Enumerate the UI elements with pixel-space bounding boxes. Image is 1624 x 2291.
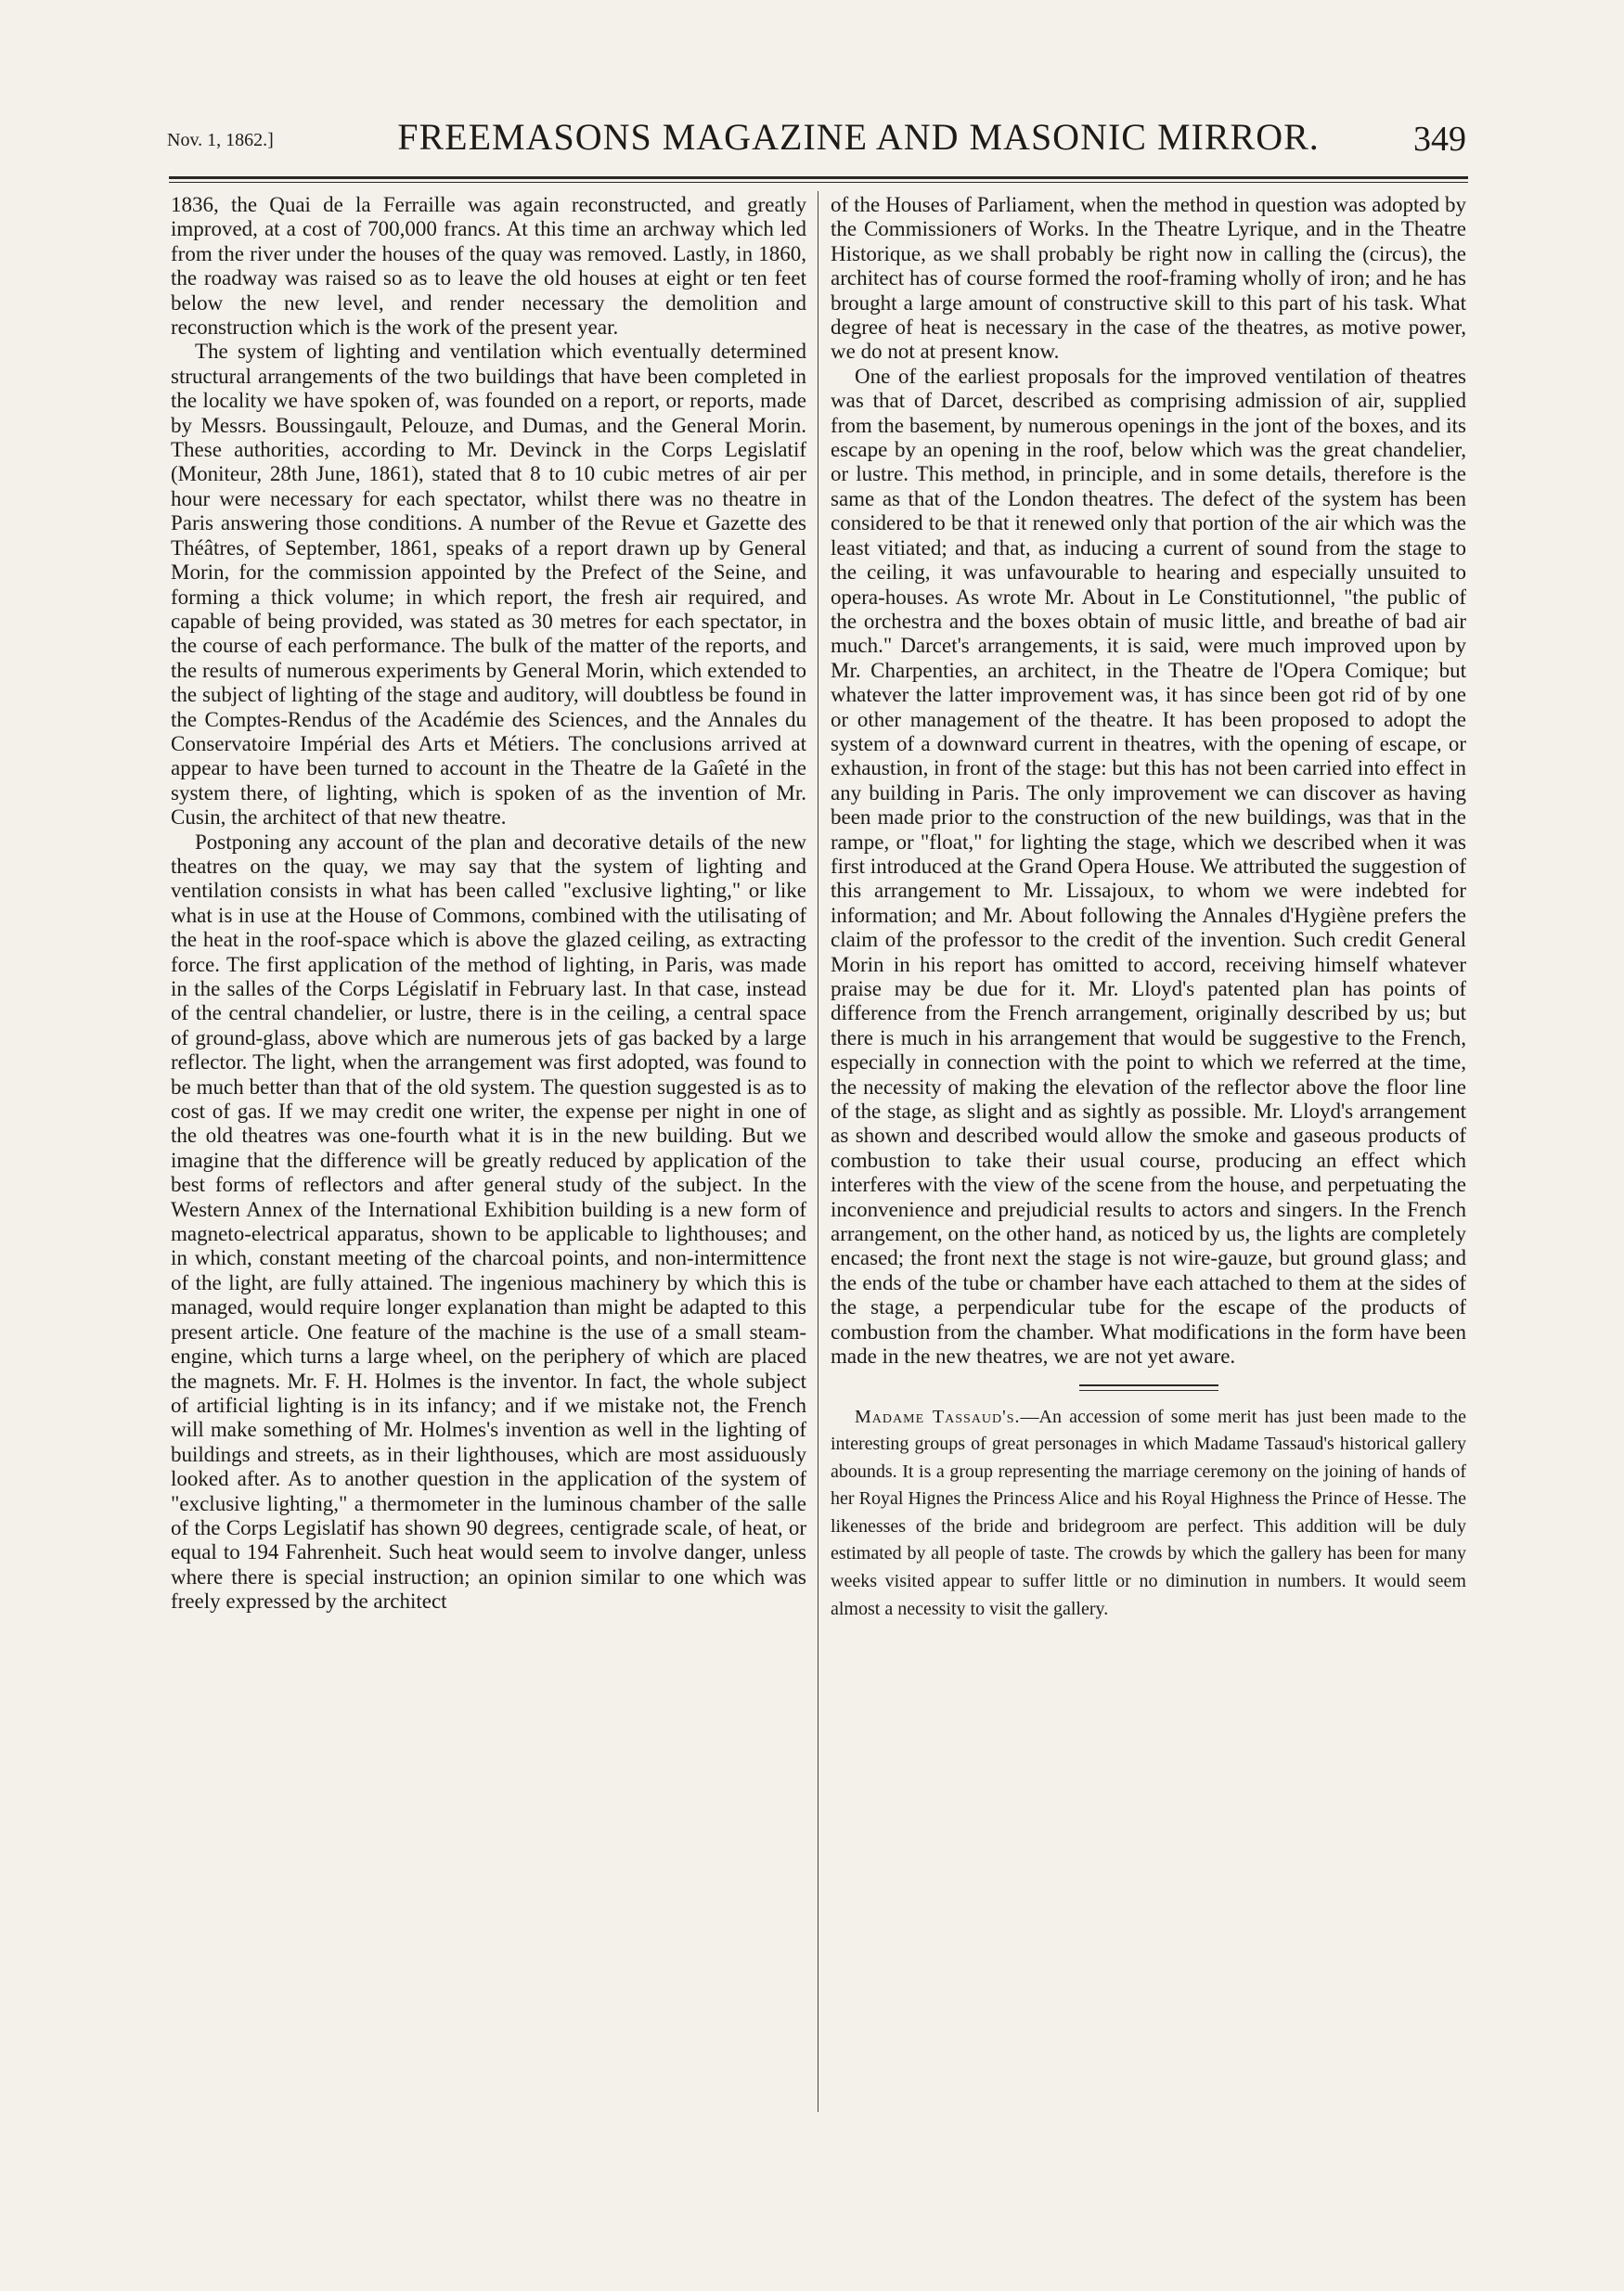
- section-rule-thin: [1079, 1390, 1218, 1391]
- issue-date: Nov. 1, 1862.]: [167, 130, 274, 150]
- news-note-title: Madame Tassaud's.: [855, 1406, 1021, 1427]
- header-rule: [169, 176, 1468, 179]
- right-column: [831, 193, 1466, 1623]
- news-note-body: —An accession of some merit has just been made to the interesting groups of great personages in which Madame Tassaud's historical gallery abounds. It is a group representing the marriage ceremony on the joining of hands of her Royal Hignes the Princess Alice and his Royal Highness the Prince of Hesse. The likenesses of the bride and bridegroom are perfect. This addition will be duly estimated by all people of taste. The crowds by which the gallery has been for many weeks visited appear to suffer little or no diminution in numbers. It would seem almost a necessity to visit the gallery.: [831, 1406, 1466, 1619]
- left-column: [171, 193, 806, 1615]
- paragraph: One of the earliest proposals for the improved ventilation of theatres was that of Darcet, described as comprising admission of air, supplied from the basement, by numerous openings in the jont of the boxes, and its escape by an opening in the roof, below which was the great chandelier, or lustre. This method, in principle, and in some details, therefore is the same as that of the London theatres. The defect of the system has been considered to be that it renewed only that portion of the air which was the least vitiated; and that, as inducing a current of sound from the stage to the ceiling, it was unfavourable to hearing and especially unsuited to opera-houses. As wrote Mr. About in Le Constitutionnel, "the public of the orchestra and the boxes obtain of music little, and breathe of bad air much." Darcet's arrangements, it is said, were much improved upon by Mr. Charpenties, an architect, in the Theatre de l'Opera Comique; but whatever the latter improvement was, it has since been got rid of by one or other management of the theatre. It has been proposed to adopt the system of a downward current in theatres, with the opening of escape, or exhaustion, in front of the stage: but this has not been carried into effect in any building in Paris. The only improvement we can discover as having been made prior to the construction of the new buildings, was that in the rampe, or "float," for lighting the stage, which we described when it was first introduced at the Grand Opera House. We attributed the suggestion of this arrangement to Mr. Lissajoux, to whom we were indebted for information; and Mr. About following the Annales d'Hygiène prefers the claim of the professor to the credit of the invention. Such credit General Morin in his report has omitted to accord, receiving himself whatever praise may be due for it. Mr. Lloyd's patented plan has points of difference from the French arrangement, originally described by us; but there is much in his arrangement that would be suggestive to the French, especially in connection with the point to which we referred at the time, the necessity of making the elevation of the reflector above the floor line of the stage, as slight and as sightly as possible. Mr. Lloyd's arrangement as shown and described would allow the smoke and gaseous products of combustion to take their usual course, producing an effect which interferes with the view of the scene from the house, and perpetuating the inconvenience and prejudicial results to actors and singers. In the French arrangement, on the other hand, as noticed by us, the lights are completely encased; the front next the stage is not wire-gauze, but ground glass; and the ends of the tube or chamber have each attached to them at the sides of the stage, a perpendicular tube for the escape of the products of combustion from the chamber. What modifications in the form have been made in the new theatres, we are not yet aware.: [831, 364, 1466, 1369]
- paragraph: 1836, the Quai de la Ferraille was again reconstructed, and greatly improved, at a cost of 700,000 francs. At this time an archway which led from the river under the houses of the quay was removed. Lastly, in 1860, the roadway was raised so as to leave the old houses at eight or ten feet below the new level, and render necessary the demolition and reconstruction which is the work of the present year.: [171, 193, 806, 340]
- paragraph: The system of lighting and ventilation which eventually determined structural arrangements of the two buildings that have been completed in the locality we have spoken of, was founded on a report, or reports, made by Messrs. Boussingault, Pelouze, and Dumas, and the General Morin. These authorities, according to Mr. Devinck in the Corps Legislatif (Moniteur, 28th June, 1861), stated that 8 to 10 cubic metres of air per hour were necessary for each spectator, whilst there was no theatre in Paris answering those conditions. A number of the Revue et Gazette des Théâtres, of September, 1861, speaks of a report drawn up by General Morin, for the commission appointed by the Prefect of the Seine, and forming a thick volume; in which report, the fresh air required, and capable of being provided, was stated as 30 metres for each spectator, in the course of each performance. The bulk of the matter of the reports, and the results of numerous experiments by General Morin, which extended to the subject of lighting of the stage and auditory, will doubtless be found in the Comptes-Rendus of the Académie des Sciences, and the Annales du Conservatoire Impérial des Arts et Métiers. The conclusions arrived at appear to have been turned to account in the Theatre de la Gaîeté in the system there, of lighting, which is spoken of as the invention of Mr. Cusin, the architect of that new theatre.: [171, 340, 806, 830]
- section-rule: [1079, 1384, 1218, 1386]
- masthead-title: FREEMASONS MAGAZINE AND MASONIC MIRROR.: [397, 116, 1320, 158]
- paragraph: of the Houses of Parliament, when the method in question was adopted by the Commissioners of Works. In the Theatre Lyrique, and in the Theatre Historique, as we shall probably be right now in calling the (circus), the architect has of course formed the roof-framing wholly of iron; and he has brought a large amount of constructive skill to this part of his task. What degree of heat is necessary in the case of the theatres, as motive power, we do not at present know.: [831, 193, 1466, 364]
- page-header: [167, 109, 1466, 165]
- header-rule-thin: [169, 182, 1468, 183]
- news-note: [831, 1404, 1466, 1624]
- paragraph: Postponing any account of the plan and decorative details of the new theatres on the quay, we may say that the system of lighting and ventilation consists in what has been called "exclusive lighting," or like what is in use at the House of Commons, combined with the utilisating of the heat in the roof-space which is above the glazed ceiling, as extracting force. The first application of the method of lighting, in Paris, was made in the salles of the Corps Législatif in February last. In that case, instead of the central chandelier, or lustre, there is in the ceiling, a central space of ground-glass, above which are numerous jets of gas backed by a large reflector. The light, when the arrangement was first adopted, was found to be much better than that of the old system. The question suggested is as to cost of gas. If we may credit one writer, the expense per night in one of the old theatres was one-fourth what it is in the new building. But we imagine that the difference will be greatly reduced by application of the best forms of reflectors and after general study of the subject. In the Western Annex of the International Exhibition building is a new form of magneto-electrical apparatus, shown to be applicable to lighthouses; and in which, constant meeting of the charcoal points, and non-intermittence of the light, are fully attained. The ingenious machinery by which this is managed, would require longer explanation than might be adapted to this present article. One feature of the machine is the use of a small steam-engine, which turns a large wheel, on the periphery of which are placed the magnets. Mr. F. H. Holmes is the inventor. In fact, the whole subject of artificial lighting is in its infancy; and if we mistake not, the French will make something of Mr. Holmes's invention as well in the lighting of buildings and streets, as in their lighthouses, which are most assiduously looked after. As to another question in the application of the system of "exclusive lighting," a thermometer in the luminous chamber of the salle of the Corps Legislatif has shown 90 degrees, centigrade scale, of heat, or equal to 194 Fahrenheit. Such heat would seem to involve danger, unless where there is special instruction; an opinion similar to one which was freely expressed by the architect: [171, 830, 806, 1614]
- page-number: 349: [1413, 120, 1466, 159]
